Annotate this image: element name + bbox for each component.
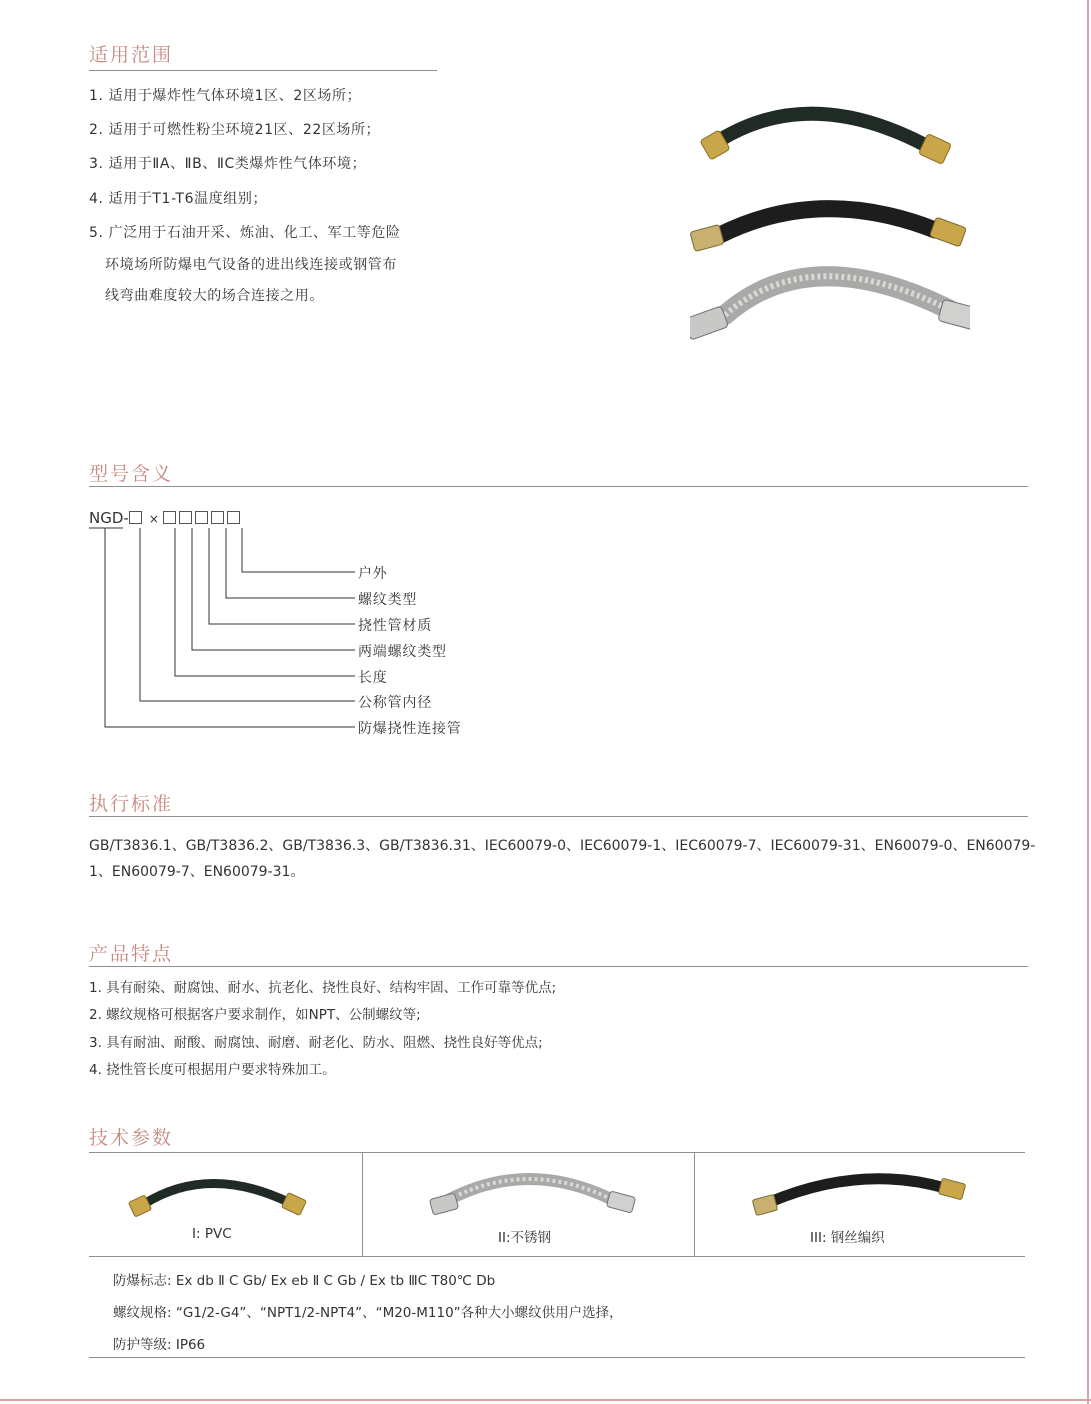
hose-products-image — [690, 90, 970, 350]
table-divider — [694, 1152, 695, 1256]
scope-item: 1. 适用于爆炸性气体环境1区、2区场所； — [89, 88, 362, 104]
hose-stainless — [725, 276, 950, 315]
legend-line — [242, 528, 355, 572]
type-label-pvc: I: PVC — [192, 1226, 232, 1242]
scope-item: 5. 广泛用于石油开采、炼油、化工、军工等危险 — [89, 225, 401, 241]
legend-line — [175, 528, 355, 676]
legend-line — [105, 528, 355, 727]
scope-item-cont: 环境场所防爆电气设备的进出线连接或钢管布 — [105, 257, 397, 273]
standards-text: GB/T3836.1、GB/T3836.2、GB/T3836.3、GB/T3836.31、IEC60079-0、IEC60079-1、IEC60079-7、IEC60079-31、EN60079-0、EN60079-1、EN60079-7、EN60079-31。 — [89, 838, 1036, 880]
param-thread: 螺纹规格: “G1/2-G4”、“NPT1/2-NPT4”、“M20-M110”各种大小螺纹供用户选择， — [113, 1305, 623, 1321]
fitting-left — [690, 306, 729, 340]
legend-label: 挠性管材质 — [358, 618, 432, 634]
legend-label: 长度 — [358, 670, 388, 686]
section-title-features: 产品特点 — [89, 943, 174, 965]
fitting-right — [938, 299, 970, 331]
page-border-right — [1087, 0, 1089, 1404]
feature-item: 1. 具有耐染、耐腐蚀、耐水、抗老化、挠性良好、结构牢固、工作可靠等优点; — [89, 980, 557, 996]
feature-item: 4. 挠性管长度可根据用户要求特殊加工。 — [89, 1062, 336, 1078]
scope-item: 2. 适用于可燃性粉尘环境21区、22区场所； — [89, 122, 381, 138]
feature-item: 3. 具有耐油、耐酸、耐腐蚀、耐磨、耐老化、防水、阻燃、挠性良好等优点; — [89, 1035, 543, 1051]
legend-line — [209, 528, 355, 624]
scope-item: 4. 适用于T1-T6温度组别； — [89, 191, 268, 207]
page-border-bottom — [0, 1399, 1091, 1401]
pvc-hose-image — [128, 1168, 308, 1224]
legend-label: 两端螺纹类型 — [358, 644, 447, 660]
legend-line — [192, 528, 355, 650]
table-divider — [362, 1152, 363, 1256]
braided-hose-image — [750, 1164, 970, 1220]
param-ip: 防护等级: IP66 — [113, 1337, 206, 1353]
legend-label: 户外 — [358, 566, 388, 582]
legend-label: 公称管内径 — [358, 695, 432, 711]
section-title-scope: 适用范围 — [89, 44, 174, 66]
scope-item-cont: 线弯曲难度较大的场合连接之用。 — [105, 288, 324, 304]
legend-label: 螺纹类型 — [358, 592, 418, 608]
section-rule-standards — [89, 816, 1028, 817]
feature-item: 2. 螺纹规格可根据客户要求制作，如NPT、公制螺纹等; — [89, 1007, 421, 1023]
hose-braided — [720, 209, 935, 235]
legend-line — [226, 528, 355, 598]
section-title-standards: 执行标准 — [89, 793, 174, 815]
model-prefix: NGD- — [89, 509, 129, 527]
table-top-rule — [89, 1152, 1025, 1153]
type-label-braided: III: 钢丝编织 — [810, 1230, 885, 1246]
table-end-rule — [89, 1357, 1025, 1358]
section-rule-features — [89, 966, 1028, 967]
legend-line — [140, 528, 355, 701]
model-legend-lines — [0, 0, 420, 740]
fitting-right — [930, 217, 967, 247]
type-label-stainless: II:不锈钢 — [498, 1230, 552, 1246]
hose-pvc — [720, 114, 925, 145]
legend-label: 防爆挠性连接管 — [358, 721, 462, 737]
fitting-left — [690, 224, 724, 251]
scope-item: 3. 适用于ⅡA、ⅡB、ⅡC类爆炸性气体环境； — [89, 156, 367, 172]
times-symbol: × — [148, 512, 159, 526]
stainless-hose-image — [428, 1164, 638, 1220]
table-bottom-rule — [89, 1256, 1025, 1257]
param-exmark: 防爆标志: Ex db Ⅱ C Gb/ Ex eb Ⅱ C Gb / Ex tb ⅢC T80℃ Db — [113, 1273, 496, 1289]
section-title-model: 型号含义 — [89, 463, 174, 485]
section-title-tech: 技术参数 — [89, 1127, 174, 1149]
